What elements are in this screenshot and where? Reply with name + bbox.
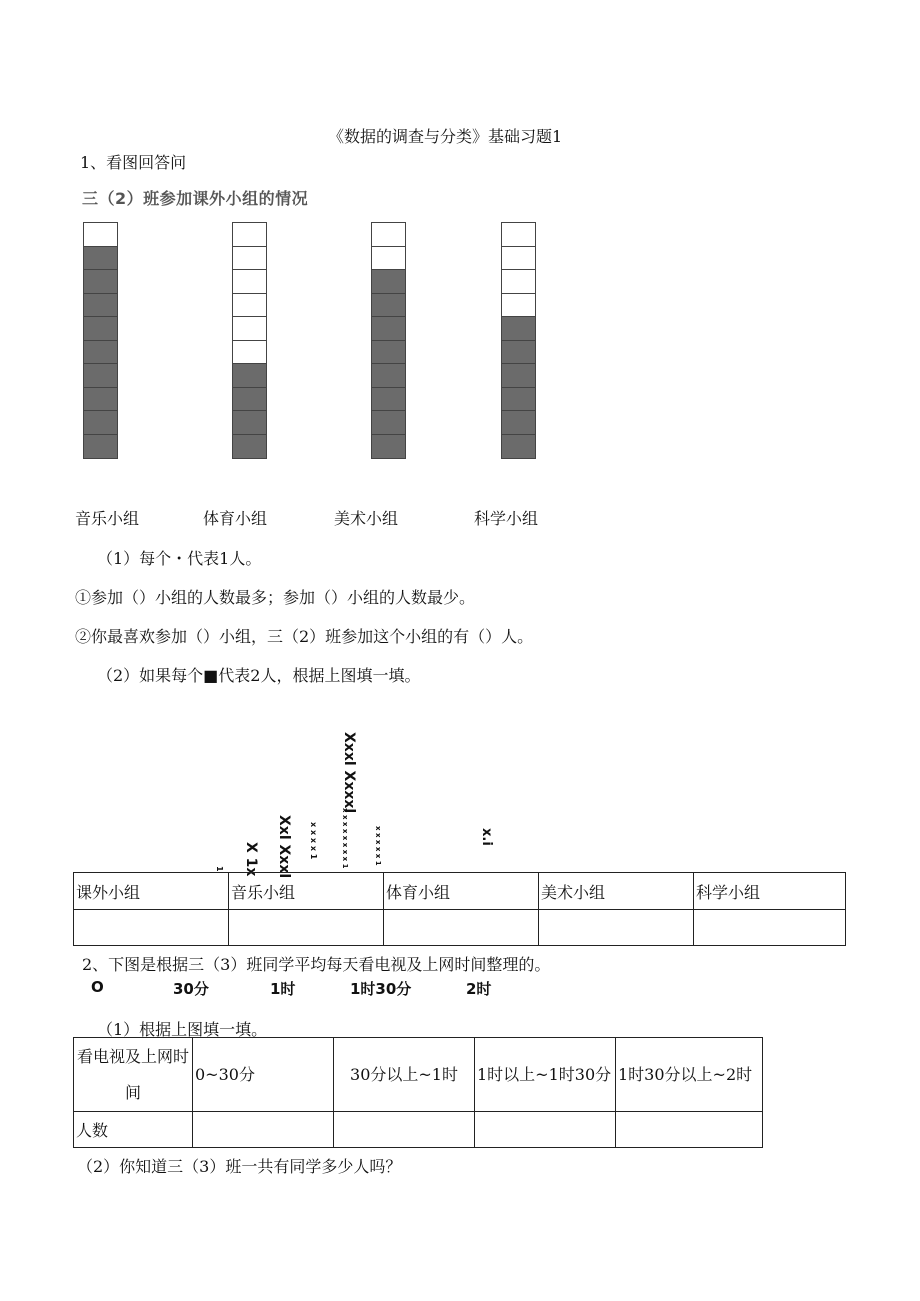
filled-unit <box>84 247 117 271</box>
empty-unit <box>233 247 266 271</box>
empty-unit <box>372 223 405 247</box>
table-header-cell: 30分以上~1时 <box>334 1038 475 1112</box>
time-table <box>73 1037 763 1148</box>
filled-unit <box>372 411 405 435</box>
filled-unit <box>84 388 117 412</box>
table-cell[interactable] <box>229 910 384 946</box>
empty-unit <box>233 294 266 318</box>
table-header-cell: 1时以上~1时30分 <box>475 1038 616 1112</box>
row-label: 人数 <box>74 1112 193 1148</box>
page-title: 《数据的调查与分类》基础习题1 <box>328 127 563 146</box>
filled-unit <box>372 294 405 318</box>
table-cell[interactable] <box>384 910 539 946</box>
table-cell[interactable] <box>334 1112 475 1148</box>
scribble-mark: x.i <box>479 828 494 846</box>
category-label-art: 美术小组 <box>334 509 399 528</box>
table-header-cell: 科学小组 <box>694 873 846 910</box>
filled-unit <box>84 317 117 341</box>
filled-unit <box>233 435 266 459</box>
table-header-cell: 课外小组 <box>74 873 229 910</box>
filled-unit <box>502 388 535 412</box>
table-header-cell: 体育小组 <box>384 873 539 910</box>
scribble-mark: 1 <box>215 866 224 872</box>
filled-unit <box>372 388 405 412</box>
filled-unit <box>372 341 405 365</box>
table-cell[interactable] <box>616 1112 763 1148</box>
filled-unit <box>372 364 405 388</box>
empty-unit <box>372 247 405 271</box>
table-header-cell: 美术小组 <box>539 873 694 910</box>
scribble-mark: x x x x 1 <box>309 822 318 860</box>
filled-unit <box>84 411 117 435</box>
empty-unit <box>84 223 117 247</box>
filled-unit <box>233 411 266 435</box>
table-cell[interactable] <box>475 1112 616 1148</box>
chart-title: 三（2）班参加课外小组的情况 <box>82 189 309 208</box>
category-label-music: 音乐小组 <box>75 509 140 528</box>
sub-question-1: （1）每个・代表1人。 <box>97 549 262 568</box>
table-header-cell: 音乐小组 <box>229 873 384 910</box>
table-header-cell: 1时30分以上~2时 <box>616 1038 763 1112</box>
empty-unit <box>502 223 535 247</box>
filled-unit <box>84 341 117 365</box>
sub-question-2: （2）如果每个■代表2人，根据上图填一填。 <box>97 666 421 685</box>
table-cell[interactable] <box>193 1112 334 1148</box>
question-2-sub-1: （1）根据上图填一填。 <box>97 1020 268 1039</box>
empty-unit <box>233 223 266 247</box>
table-cell[interactable] <box>539 910 694 946</box>
filled-unit <box>84 364 117 388</box>
filled-unit <box>372 435 405 459</box>
filled-unit <box>502 364 535 388</box>
question-2-sub-2: （2）你知道三（3）班一共有同学多少人吗？ <box>77 1157 402 1176</box>
filled-unit <box>502 435 535 459</box>
question-1-heading: 1、看图回答问 <box>80 153 187 172</box>
filled-unit <box>233 388 266 412</box>
timeline-label: 30分 <box>173 980 209 998</box>
table-header-cell: 0~30分 <box>193 1038 334 1112</box>
category-label-science: 科学小组 <box>474 509 539 528</box>
table-cell[interactable] <box>74 910 229 946</box>
filled-unit <box>84 435 117 459</box>
empty-unit <box>502 270 535 294</box>
scribble-mark: Xxl Xxxl <box>276 815 292 879</box>
filled-unit <box>84 294 117 318</box>
timeline-label: O <box>91 978 104 996</box>
empty-unit <box>233 341 266 365</box>
bar-2 <box>232 222 267 459</box>
filled-unit <box>502 341 535 365</box>
category-label-sports: 体育小组 <box>203 509 268 528</box>
question-2-heading: 2、下图是根据三（3）班同学平均每天看电视及上网时间整理的。 <box>82 955 551 974</box>
filled-unit <box>372 317 405 341</box>
empty-unit <box>233 317 266 341</box>
timeline-label: 1时 <box>270 980 296 998</box>
scribble-mark: Xxxl Xxxxl <box>341 732 357 814</box>
sub-question-1b: ②你最喜欢参加（）小组，三（2）班参加这个小组的有（）人。 <box>75 627 534 646</box>
scribble-mark: X 1x <box>243 842 259 877</box>
table-cell[interactable] <box>694 910 846 946</box>
empty-unit <box>502 247 535 271</box>
scribble-mark: x x x x x x x x 1 <box>341 808 349 869</box>
filled-unit <box>502 411 535 435</box>
timeline-label: 2时 <box>466 980 492 998</box>
filled-unit <box>502 317 535 341</box>
scribble-mark: x x x x x 1 <box>374 826 382 866</box>
groups-table <box>73 872 846 946</box>
bar-4 <box>501 222 536 459</box>
filled-unit <box>372 270 405 294</box>
table-header-cell: 看电视及上网时间 <box>74 1038 193 1112</box>
filled-unit <box>84 270 117 294</box>
empty-unit <box>502 294 535 318</box>
empty-unit <box>233 270 266 294</box>
bar-3 <box>371 222 406 459</box>
filled-unit <box>233 364 266 388</box>
bar-1 <box>83 222 118 459</box>
timeline-label: 1时30分 <box>350 980 412 998</box>
sub-question-1a: ①参加（）小组的人数最多；参加（）小组的人数最少。 <box>75 588 476 607</box>
